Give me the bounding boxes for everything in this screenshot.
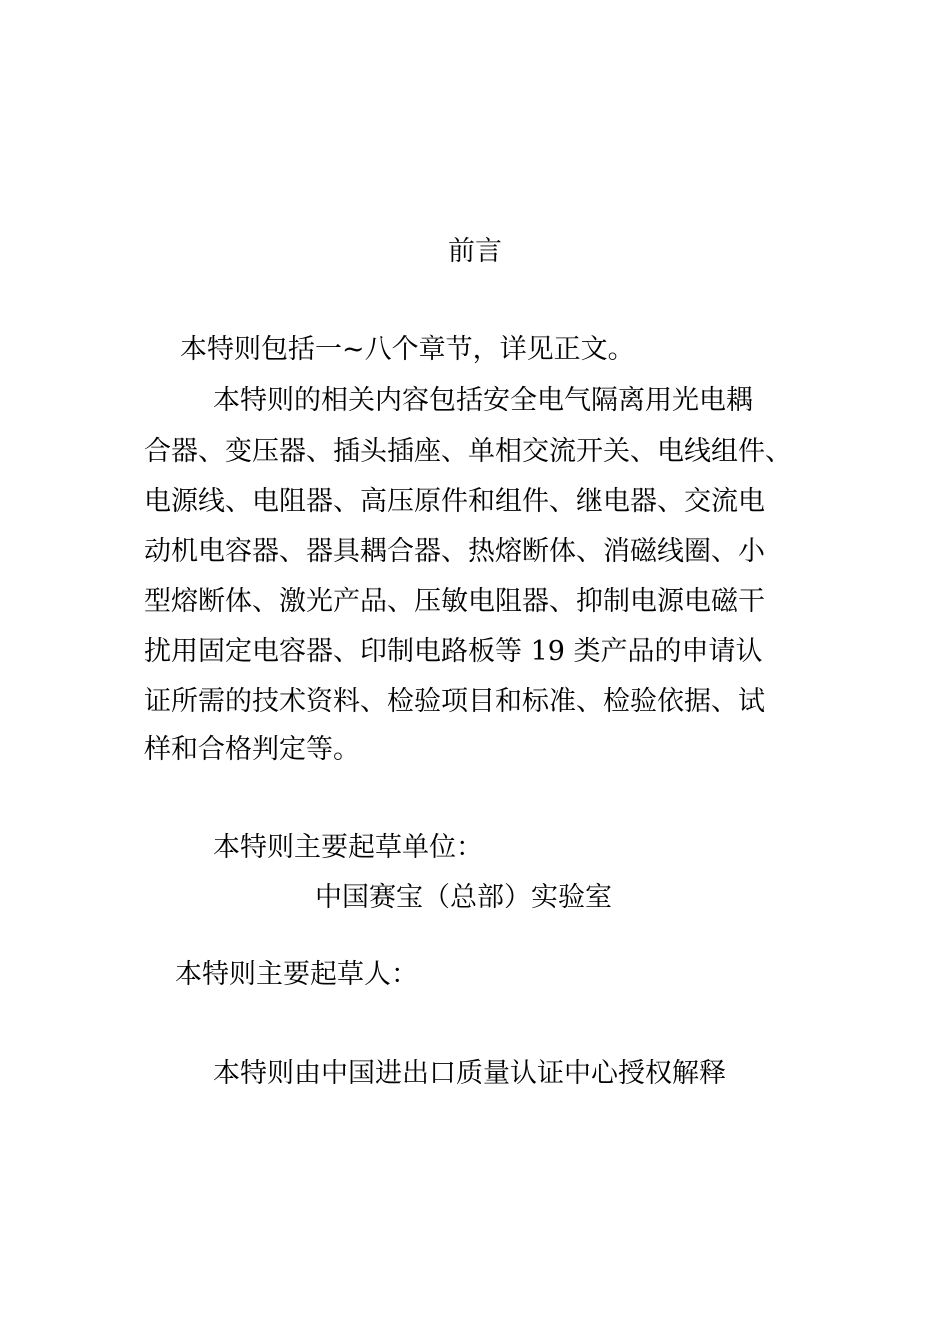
summary-paragraph: 本特则包括一~八个章节，详见正文。	[180, 334, 635, 365]
content-line: 本特则的相关内容包括安全电气隔离用光电耦	[213, 385, 753, 416]
content-line: 证所需的技术资料、检验项目和标准、检验依据、试	[144, 686, 765, 717]
content-line: 合器、变压器、插头插座、单相交流开关、电线组件、	[144, 436, 792, 467]
authorization-statement: 本特则由中国进出口质量认证中心授权解释	[213, 1058, 726, 1089]
drafting-unit-label: 本特则主要起草单位：	[213, 832, 483, 863]
content-line: 型熔断体、激光产品、压敏电阻器、抑制电源电磁干	[144, 586, 765, 617]
content-line: 样和合格判定等。	[144, 734, 360, 765]
content-line: 电源线、电阻器、高压原件和组件、继电器、交流电	[144, 486, 765, 517]
page-title: 前言	[448, 236, 502, 267]
content-line: 扰用固定电容器、印制电路板等 19 类产品的申请认	[144, 636, 763, 667]
drafters-label: 本特则主要起草人：	[175, 959, 418, 990]
drafting-unit-name: 中国赛宝（总部）实验室	[315, 882, 612, 913]
content-line: 动机电容器、器具耦合器、热熔断体、消磁线圈、小	[144, 536, 765, 567]
